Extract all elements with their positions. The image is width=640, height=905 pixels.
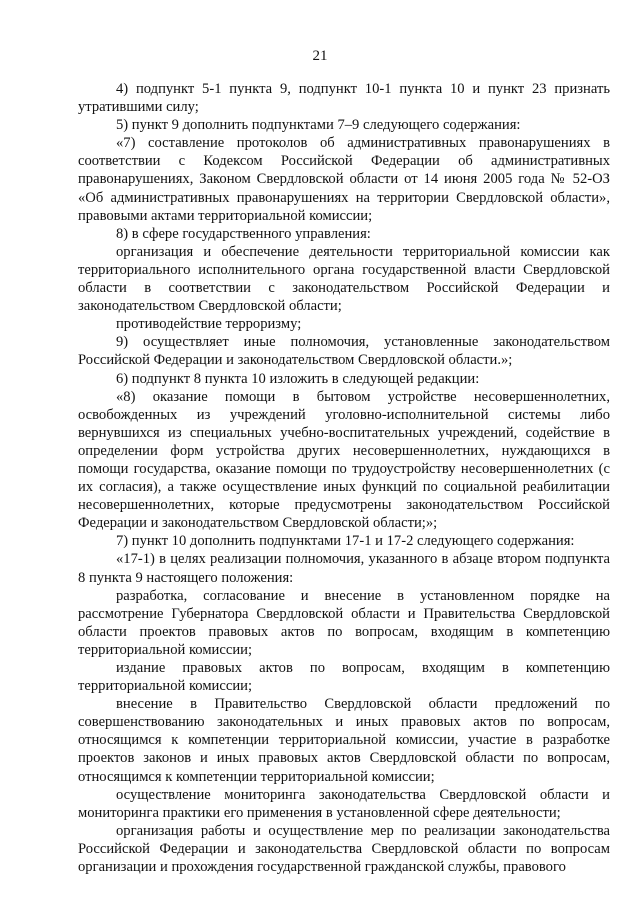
page-number: 21 — [312, 48, 328, 64]
paragraph: 5) пункт 9 дополнить подпунктами 7–9 следующего содержания: — [116, 117, 521, 134]
paragraph: внесение в Правительство Свердловской области предложений по совершенствованию законодательных и иных правовых актов по вопросам, относящимся к компетенции территориальной комиссии, участие в разработке проектов законов и иных правовых актов Свердловской области по вопросам, относящимся к компетенции территориальной комиссии; — [78, 696, 610, 785]
paragraph: 4) подпункт 5-1 пункта 9, подпункт 10-1 пункта 10 и пункт 23 признать утратившими силу; — [78, 81, 610, 116]
paragraph: организация и обеспечение деятельности территориальной комиссии как территориального исполнительного органа государственной власти Свердловской области в соответствии с законодательством Российской Федерации и законодательством Свердловской области; — [78, 243, 610, 315]
paragraph: 8) в сфере государственного управления: — [116, 225, 371, 242]
paragraph: 6) подпункт 8 пункта 10 изложить в следующей редакции: — [116, 370, 480, 387]
paragraph: издание правовых актов по вопросам, входящим в компетенцию территориальной комиссии; — [78, 660, 610, 695]
paragraph: «7) составление протоколов об административных правонарушениях в соответствии с Кодексом Российской Федерации об административных правонарушениях, Законом Свердловской области от 14 июня 2005 года № 52-ОЗ «Об административных правонарушениях на территории Свердловской области», правовыми актами территориальной комиссии; — [78, 135, 610, 224]
paragraph: организация работы и осуществление мер по реализации законодательства Российской Федерации и законодательства Свердловской области по вопросам организации и прохождения государственной гражданской службы, правового — [78, 822, 610, 876]
paragraph: осуществление мониторинга законодательства Свердловской области и мониторинга практики его применения в установленной сфере деятельности; — [78, 786, 610, 821]
paragraph: 9) осуществляет иные полномочия, установленные законодательством Российской Федерации и законодательством Свердловской области.»; — [78, 334, 610, 369]
paragraph: разработка, согласование и внесение в установленном порядке на рассмотрение Губернатора Свердловской области и Правительства Свердловской области проектов правовых актов по вопросам, входящим в компетенцию территориальной комиссии; — [78, 587, 610, 658]
paragraph: «8) оказание помощи в бытовом устройстве несовершеннолетних, освобожденных из учреждений уголовно-исполнительной системы либо вернувшихся из специальных учебно-воспитательных учреждений, содействие в определении форм устройства других несовершеннолетних, нуждающихся в помощи государства, оказание помощи по трудоустройству несовершеннолетних (с их согласия), а также осуществление иных функций по социальной реабилитации несовершеннолетних, которые предусмотрены законодательством Российской Федерации и законодательством Свердловской области;»; — [78, 388, 610, 532]
paragraph: 7) пункт 10 дополнить подпунктами 17-1 и 17-2 следующего содержания: — [116, 533, 575, 550]
document-body — [78, 80, 610, 876]
paragraph: противодействие терроризму; — [116, 316, 302, 333]
paragraph: «17-1) в целях реализации полномочия, указанного в абзаце втором подпункта 8 пункта 9 настоящего положения: — [78, 551, 610, 586]
